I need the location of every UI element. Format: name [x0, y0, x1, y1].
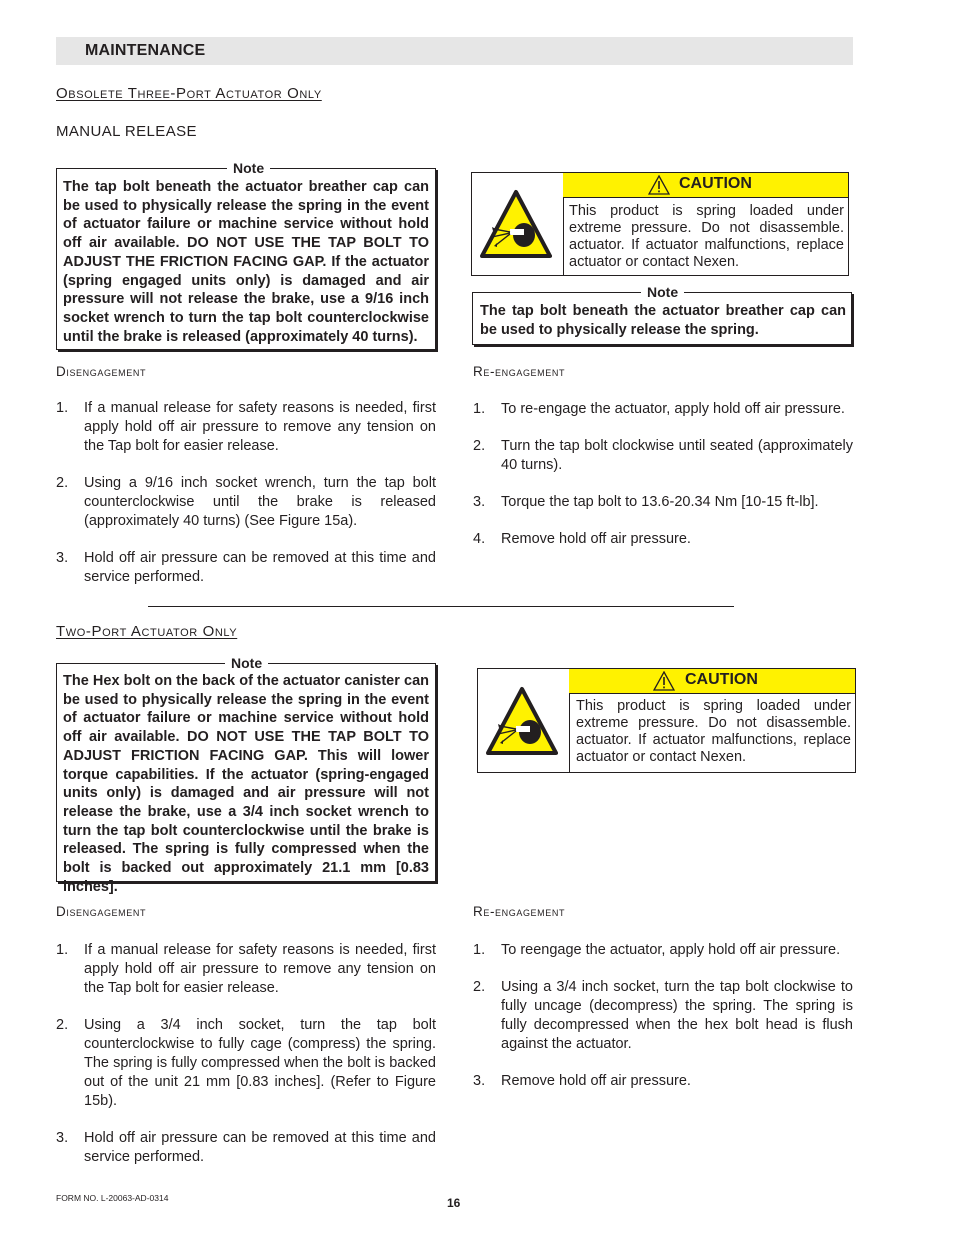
- caution-title: CAUTION: [685, 671, 758, 688]
- caution-text: This product is spring loaded under extreme pressure. Do not disassemble. actuator. If actuator malfunctions, replace actuator or contact Nexen.: [569, 203, 844, 270]
- note-label: Note: [227, 160, 270, 176]
- warning-triangle-icon: [653, 671, 675, 691]
- list-item: 2. Using a 9/16 inch socket wrench, turn the tap bolt counterclockwise until the brake is released (approximately 40 turns) (See Figure 15a).: [56, 475, 436, 529]
- list-item: 3. Remove hold off air pressure.: [473, 1073, 691, 1089]
- reengagement-list: [473, 400, 853, 549]
- disengagement-list: [56, 399, 436, 587]
- caution-icon-cell: [472, 173, 564, 275]
- list-item: 2. Using a 3/4 inch socket, turn the tap bolt clockwise to fully uncage (decompress) the spring. The spring is fully decompressed when the hex bolt head is flush against the actuator.: [473, 979, 853, 1052]
- section2-title: Two-Port Actuator Only: [56, 623, 238, 640]
- list-item: 2. Using a 3/4 inch socket, turn the tap bolt counterclockwise to fully cage (compress) the spring. The spring is fully compressed when the bolt is backed out of the unit 21 mm [0.83 inches]. (Refer to Figure 15b).: [56, 1017, 436, 1109]
- caution-box: [471, 172, 849, 276]
- list-item: 1. If a manual release for safety reasons is needed, first apply hold off air pressure to remove any tension on the Tap bolt for easier release.: [56, 942, 436, 996]
- spring-hazard-icon: [486, 686, 558, 756]
- form-number: FORM NO. L-20063-AD-0314: [56, 1193, 169, 1203]
- disengagement-title: Disengagement: [56, 904, 147, 919]
- list-item: 3. Hold off air pressure can be removed at this time and service performed.: [56, 1130, 436, 1165]
- caution-header: [569, 669, 855, 694]
- note-text: The tap bolt beneath the actuator breather cap can be used to physically release the spring.: [480, 303, 846, 338]
- caution-text: This product is spring loaded under extreme pressure. Do not disassemble. actuator. If actuator malfunctions, replace actuator or contact Nexen.: [576, 698, 851, 765]
- warning-triangle-icon: [648, 175, 670, 195]
- list-item: 3. Hold off air pressure can be removed at this time and service performed.: [56, 550, 436, 585]
- note-label: Note: [641, 284, 684, 300]
- list-item: 1. To reengage the actuator, apply hold off air pressure.: [473, 942, 841, 958]
- note-box-manual-release: [56, 160, 436, 350]
- section1-subtitle: MANUAL RELEASE: [56, 123, 197, 140]
- list-item: 4. Remove hold off air pressure.: [473, 531, 691, 547]
- page-number: 16: [447, 1196, 461, 1210]
- reengagement-title: Re-engagement: [473, 904, 566, 919]
- disengagement-title: Disengagement: [56, 364, 147, 379]
- list-item: 1. If a manual release for safety reasons is needed, first apply hold off air pressure to remove any tension on the Tap bolt for easier release.: [56, 400, 436, 454]
- note-text: The tap bolt beneath the actuator breather cap can be used to physically release the spring in the event of actuator failure or machine service without hold off air available. DO NOT USE THE TAP BOLT TO ADJUST THE FRICTION FACING GAP. If the actuator (spring engaged units only) is damaged and air pressure will not release the brake, use a 9/16 inch socket wrench to turn the tap bolt counterclockwise until the brake is released (approximately 40 turns).: [63, 179, 429, 345]
- caution-title: CAUTION: [679, 175, 752, 192]
- note-text: The Hex bolt on the back of the actuator canister can be used to physically release the spring in the event of actuator failure or machine service without hold off air available. DO NOT USE THE TAP BOLT TO ADJUST FRICTION FACING GAP. This will lower torque capabilities. If the actuator (spring-engaged units only) is damaged and air pressure will not release the brake, use a 3/4 inch socket wrench to turn the tap bolt counterclockwise until the brake is released. The spring is fully compressed when the bolt is backed out approximately 21.1 mm [0.83 inches].: [63, 673, 429, 895]
- disengagement-list: [56, 941, 436, 1167]
- note-box-two-port: [56, 655, 436, 895]
- caution-icon-cell: [478, 669, 570, 772]
- spring-hazard-icon: [480, 189, 552, 259]
- page-title: MAINTENANCE: [85, 42, 206, 59]
- caution-box: [477, 668, 856, 773]
- caution-header: [563, 173, 848, 198]
- section-divider: [148, 606, 734, 607]
- note-box-tap-bolt: [472, 284, 852, 345]
- list-item: 1. To re-engage the actuator, apply hold off air pressure.: [473, 401, 845, 417]
- reengagement-list: [473, 941, 853, 1091]
- list-item: 3. Torque the tap bolt to 13.6-20.34 Nm [10-15 ft-lb].: [473, 494, 819, 510]
- list-item: 2. Turn the tap bolt clockwise until seated (approximately 40 turns).: [473, 438, 853, 473]
- note-label: Note: [225, 655, 268, 671]
- reengagement-title: Re-engagement: [473, 364, 566, 379]
- section1-title: Obsolete Three-Port Actuator Only: [56, 85, 322, 102]
